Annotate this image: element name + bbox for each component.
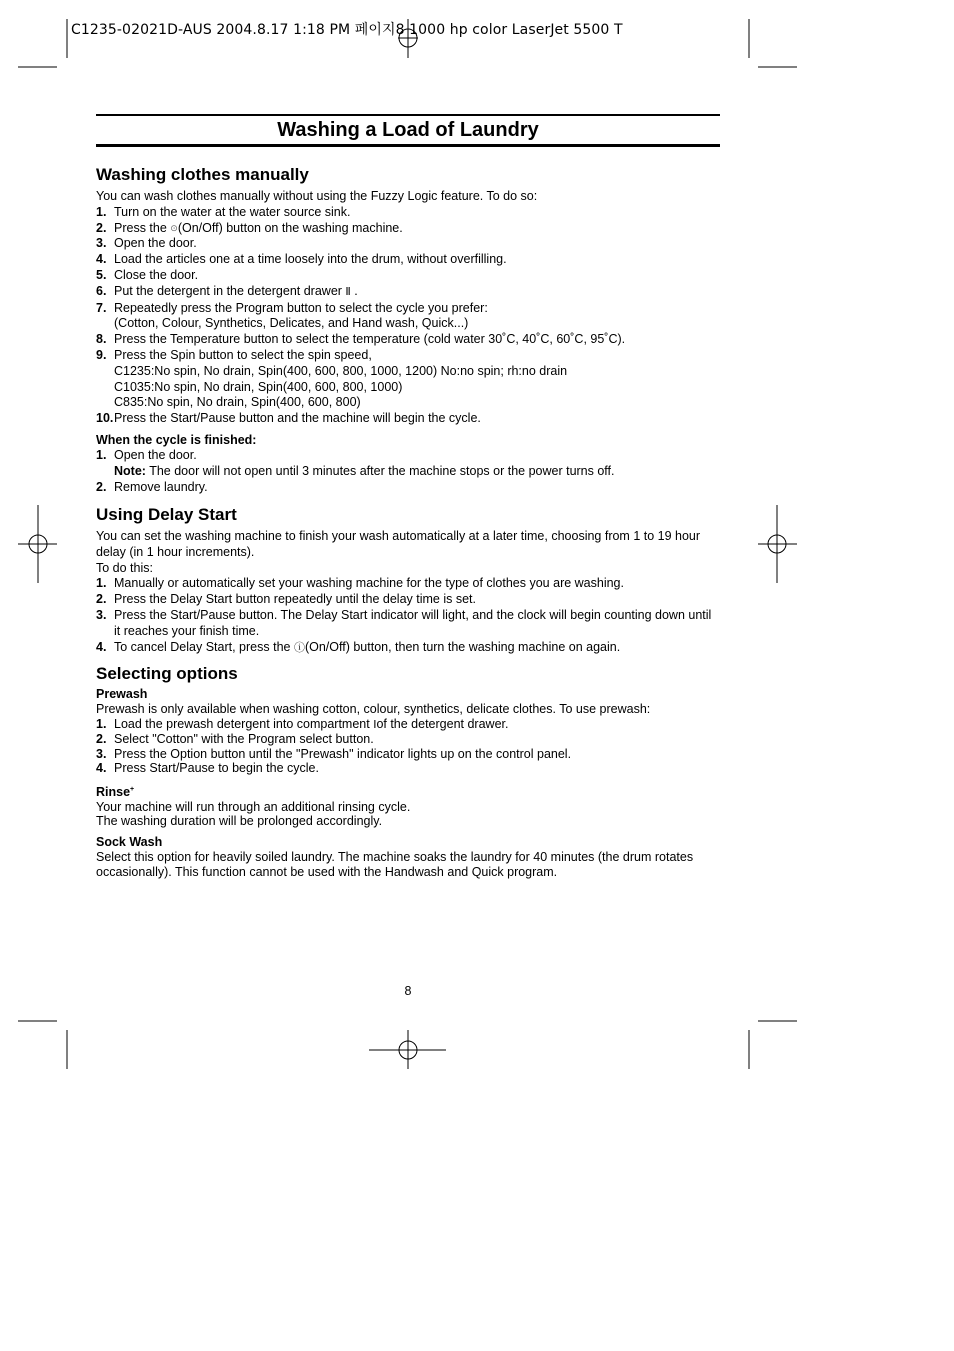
program-options: (Cotton, Colour, Synthetics, Delicates, and Hand wash, Quick...) [114,316,469,331]
page-number: 8 [404,984,412,998]
title-bottom-rule [96,144,720,147]
list-item: 8. Press the Temperature button to select the temperature (cold water 30˚C, 40˚C, 60˚C, 95˚C). [96,332,626,347]
spin-option-c1035: C1035:No spin, No drain, Spin(400, 600, 800, 1000) [114,379,403,394]
printer-slug-line: C1235-02021D-AUS 2004.8.17 1:18 PM 페이지8 1000 hp color LaserJet 5500 T [71,22,623,38]
sock-wash-heading: Sock Wash [96,834,163,849]
list-item: 2. Select "Cotton" with the Program select button. [96,732,374,746]
section-selecting-options [96,663,720,880]
section-delay-start [96,504,720,656]
sock-wash-text: Select this option for heavily soiled laundry. The machine soaks the laundry for 40 minutes (the drum rotates occasionally). This function cannot be used with the Handwash and Quick program. [96,849,694,879]
delay-intro: You can set the washing machine to finish your wash automatically at a later time, choosing from 1 to 19 hour delay (in 1 hour increments). [96,529,701,559]
list-item: 4. To cancel Delay Start, press the ⓘ(On/Off) button, then turn the washing machine on again. [96,639,621,654]
list-item: 5. Close the door. [96,267,199,282]
rinse-line: Your machine will run through an additional rinsing cycle. [96,799,411,814]
door-note: Note: The door will not open until 3 minutes after the machine stops or the power turns off. [114,463,615,478]
list-item: 7. Repeatedly press the Program button to select the cycle you prefer: [96,300,488,315]
list-item: 1. Open the door. [96,447,197,462]
rinse-footnote-mark: + [130,785,135,793]
power-icon: ⊙ [170,222,178,233]
prewash-heading: Prewash [96,687,148,701]
list-item: 1. Turn on the water at the water source sink. [96,204,351,219]
section-heading-delay: Using Delay Start [96,505,237,524]
compartment-i-icon: Ⅰ [373,718,377,731]
list-item: 9. Press the Spin button to select the spin speed, [96,347,372,362]
power-icon: ⓘ [293,641,305,654]
list-item: 1. Load the prewash detergent into compartment Ⅰof the detergent drawer. [96,716,509,731]
section-heading-manual: Washing clothes manually [96,165,309,184]
list-item: 3. Press the Option button until the "Prewash" indicator lights up on the control panel. [96,746,572,761]
manual-intro: You can wash clothes manually without using the Fuzzy Logic feature. To do so: [96,189,538,203]
list-item: 3. Press the Start/Pause button. The Delay Start indicator will light, and the clock will begin counting down until it reaches your finish time. [96,607,712,638]
list-item: 1. Manually or automatically set your washing machine for the type of clothes you are washing. [96,576,624,591]
spin-option-c1235: C1235:No spin, No drain, Spin(400, 600, 800, 1000, 1200) No:no spin; rh:no drain [114,363,568,378]
rinse-heading: Rinse+ [96,784,135,799]
section-heading-options: Selecting options [96,664,238,683]
list-item: 4. Load the articles one at a time loosely into the drum, without overfilling. [96,252,507,267]
delay-todo: To do this: [96,560,153,575]
spin-option-c835: C835:No spin, No drain, Spin(400, 600, 800) [114,395,361,410]
prewash-intro: Prewash is only available when washing cotton, colour, synthetics, delicate clothes. To use prewash: [96,702,651,716]
title-top-rule [96,114,720,116]
list-item: 2. Press the Delay Start button repeatedly until the delay time is set. [96,592,476,607]
cycle-finished-heading: When the cycle is finished: [96,432,257,447]
section-washing-manually [96,164,720,495]
list-item: 4. Press Start/Pause to begin the cycle. [96,761,319,775]
rinse-line: The washing duration will be prolonged accordingly. [96,814,383,829]
list-item: 3. Open the door. [96,236,197,251]
list-item: 10. Press the Start/Pause button and the machine will begin the cycle. [96,411,481,426]
compartment-ii-icon: Ⅱ [345,285,351,298]
list-item: 2. Press the ⊙(On/Off) button on the washing machine. [96,220,403,235]
list-item: 2. Remove laundry. [96,479,208,494]
page-title: Washing a Load of Laundry [277,119,539,141]
list-item: 6. Put the detergent in the detergent drawer Ⅱ . [96,283,358,298]
